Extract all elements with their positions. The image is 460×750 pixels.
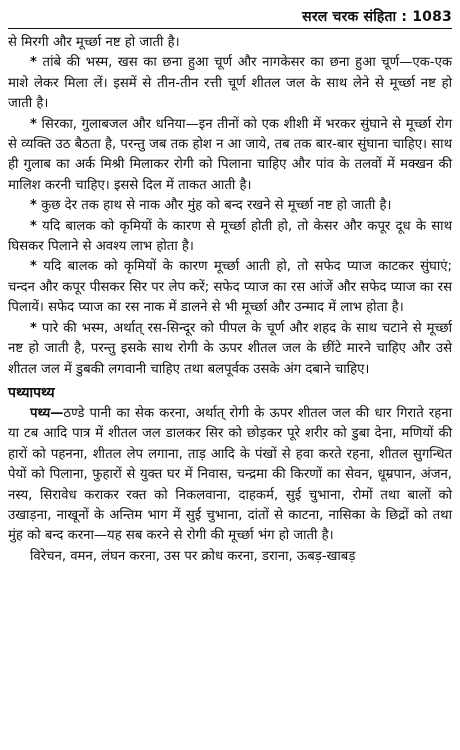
section-heading: पथ्यापथ्य: [8, 384, 55, 401]
paragraph-text: तांबे की भस्म, खस का छना हुआ चूर्ण और नागकेसर का छना हुआ चूर्ण—एक-एक माशे लेकर मिला लें। इसमें से तीन-तीन रत्ती चूर्ण शीतल जल के साथ लेने से मूर्च्छा नष्ट हो जाती है।: [8, 55, 452, 112]
bullet-star: *: [30, 320, 37, 336]
header-divider: [8, 28, 452, 29]
page-body: [8, 33, 452, 567]
pathya-term: पथ्य—: [30, 405, 64, 421]
paragraph-remedy: [8, 319, 452, 380]
paragraph-apathya-start: [8, 547, 452, 567]
paragraph-text: कुछ देर तक हाथ से नाक और मुंह को बन्द रखने से मूर्च्छा नष्ट हो जाती है।: [41, 198, 392, 214]
bullet-star: *: [30, 198, 37, 214]
paragraph-remedy: [8, 217, 452, 258]
bullet-star: *: [30, 218, 37, 234]
paragraph-text: यदि बालक को कृमियों के कारण से मूर्च्छा होती हो, तो केसर और कपूर दूध के साथ घिसकर पिलाने से अवश्य लाभ होता है।: [8, 218, 452, 255]
paragraph-remedy: [8, 196, 452, 216]
bullet-star: *: [30, 55, 37, 71]
page-header-title: सरल चरक संहिता : 1083: [302, 9, 452, 25]
paragraph-text: से मिरगी और मूर्च्छा नष्ट हो जाती है।: [8, 35, 180, 50]
bullet-star: *: [30, 116, 37, 132]
bullet-star: *: [30, 259, 37, 275]
paragraph-remedy: [8, 53, 452, 114]
page-header: [8, 4, 452, 26]
paragraph-continuation: [8, 33, 452, 53]
paragraph-text: पारे की भस्म, अर्थात् रस-सिन्दूर को पीपल के चूर्ण और शहद के साथ चटाने से मूर्च्छा नष्ट हो जाती है, परन्तु इसके साथ रोगी के ऊपर शीतल जल के छींटे मारने चाहिए और उसे शीतल जल में डुबकी लगवानी चाहिए तथा बलपूर्वक उसके अंग दबाने चाहिए।: [8, 320, 452, 377]
paragraph-remedy: [8, 257, 452, 318]
paragraph-remedy: [8, 115, 452, 197]
paragraph-text: यदि बालक को कृमियों के कारण मूर्च्छा आती हो, तो सफेद प्याज काटकर सुंघाएं; चन्दन और कपूर पीसकर सिर पर लेप करें; सफेद प्याज का रस आंजें और सफेद प्याज का रस पिलायें। सफेद प्याज का रस नाक में डालने से भी मूर्च्छा और उन्माद में लाभ होता है।: [8, 259, 452, 316]
paragraph-text: विरेचन, वमन, लंघन करना, उस पर क्रोध करना, डराना, ऊबड़-खाबड़: [30, 548, 356, 564]
paragraph-text: ठण्डे पानी का सेक करना, अर्थात् रोगी के ऊपर शीतल जल की धार गिराते रहना या टब आदि पात्र में शीतल जल डालकर सिर को छोड़कर पूरे शरीर को डुबा देना, मणियों की हारों को पहनना, शीतल लेप लगाना, ताड़ आदि के पंखों से हवा करते रहना, शीतल सुगन्धित पेयों को पिलाना, फुहारों से युक्त घर में निवास, चन्द्रमा की किरणों का सेवन, धूम्रपान, अंजन, नस्य, सिरावेध कराकर रक्त को निकलवाना, दाहकर्म, सुई चुभाना, रोमों तथा बालों को उखाड़ना, नाखूनों के अन्तिम भाग में सुई चुभाना, दांतों से काटना, नासिका के छिद्रों को तथा मुंह को बन्द करना—यह सब करने से रोगी की मूर्च्छा भंग हो जाती है।: [8, 405, 452, 544]
paragraph-text: सिरका, गुलाबजल और धनिया—इन तीनों को एक शीशी में भरकर सुंघाने से मूर्च्छा रोग से व्यक्ति उठ बैठता है, परन्तु जब तक होश न आ जाये, तब तक बार-बार सुंघाना चाहिए। साथ ही गुलाब का अर्क मिश्री मिलाकर रोगी को पिलाना चाहिए और पांव के तलवों में मक्खन की मालिश करनी चाहिए। इससे दिल में ताकत आती है।: [8, 116, 452, 193]
paragraph-pathya: [8, 404, 452, 547]
